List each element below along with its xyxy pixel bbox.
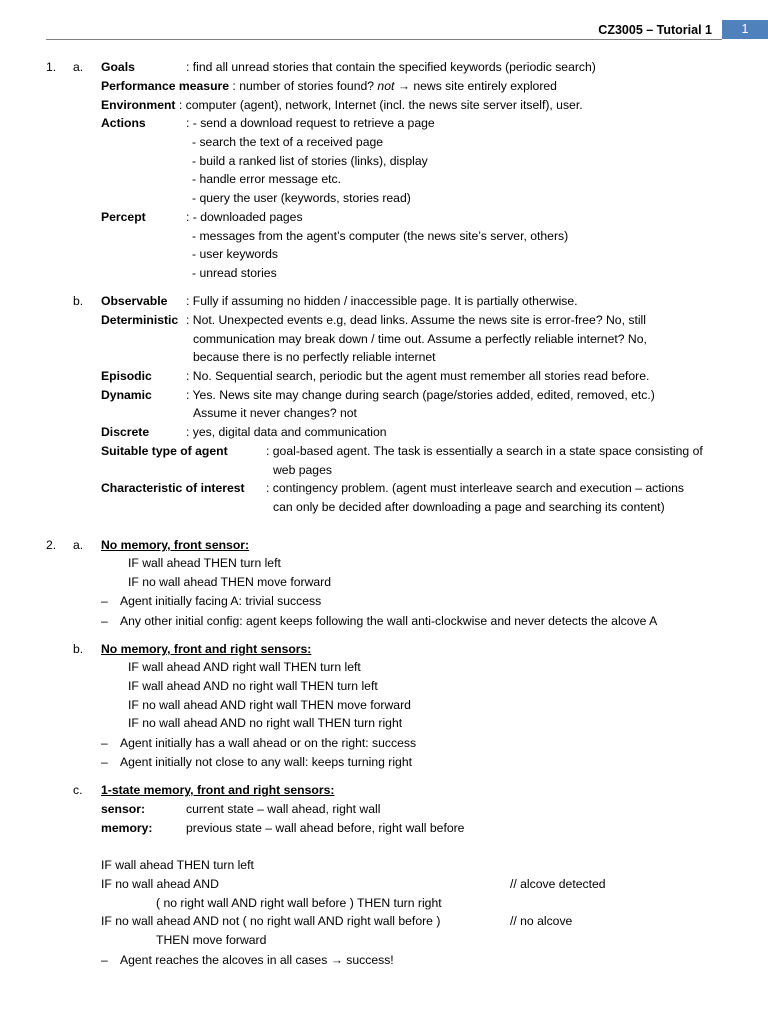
question-2a-letter: a. — [73, 538, 84, 552]
dynamic-text: Assume it never changes? not — [193, 406, 357, 420]
dynamic-label: Dynamic — [101, 388, 152, 402]
goals-label: Goals — [101, 60, 135, 74]
dynamic-text: : Yes. News site may change during search (page/stories added, edited, removed, etc.) — [186, 388, 655, 402]
characteristic-text: can only be decided after downloading a page and searching its content) — [273, 500, 665, 514]
performance-text-pre: : number of stories found? — [229, 79, 378, 93]
rule-line: IF no wall ahead AND not ( no right wall AND right wall before ) — [101, 914, 441, 928]
percept-item: - user keywords — [192, 247, 279, 261]
rule-line: IF no wall ahead THEN move forward — [128, 575, 331, 589]
deterministic-text: because there is no perfectly reliable internet — [193, 350, 436, 364]
rule-comment: // no alcove — [510, 914, 573, 928]
percept-label: Percept — [101, 210, 146, 224]
characteristic-label: Characteristic of interest — [101, 481, 245, 495]
observable-label: Observable — [101, 294, 168, 308]
bullet-dash: – — [101, 736, 108, 750]
question-1a-letter: a. — [73, 60, 84, 74]
rule-line: THEN move forward — [156, 933, 267, 947]
rule-line: IF wall ahead THEN turn left — [101, 858, 254, 872]
section-2a-heading: No memory, front sensor: — [101, 538, 250, 552]
actions-item: - search the text of a received page — [192, 135, 384, 149]
header-divider — [46, 39, 722, 40]
actions-item: : - send a download request to retrieve a page — [186, 116, 435, 130]
bullet-dash: – — [101, 953, 108, 967]
environment-text: : computer (agent), network, Internet (incl. the news site server itself), user. — [175, 98, 583, 112]
discrete-text: : yes, digital data and communication — [186, 425, 387, 439]
rule-line: IF wall ahead THEN turn left — [128, 556, 281, 570]
rule-line: IF no wall ahead AND no right wall THEN turn right — [128, 716, 403, 730]
actions-label: Actions — [101, 116, 146, 130]
question-2b-letter: b. — [73, 642, 84, 656]
deterministic-label: Deterministic — [101, 313, 179, 327]
suitable-agent-text: : goal-based agent. The task is essentially a search in a state space consisting of — [266, 444, 703, 458]
rule-comment: // alcove detected — [510, 877, 606, 891]
discrete-label: Discrete — [101, 425, 150, 439]
rule-line: IF wall ahead AND right wall THEN turn left — [128, 660, 361, 674]
episodic-label: Episodic — [101, 369, 152, 383]
section-2b-heading: No memory, front and right sensors: — [101, 642, 312, 656]
goals-text: : find all unread stories that contain the specified keywords (periodic search) — [186, 60, 596, 74]
question-2c-letter: c. — [73, 783, 83, 797]
bullet-dash: – — [101, 594, 108, 608]
percept-item: - messages from the agent’s computer (the news site’s server, others) — [192, 229, 569, 243]
section-2c-heading: 1-state memory, front and right sensors: — [101, 783, 335, 797]
rule-line: IF no wall ahead AND — [101, 877, 219, 891]
document-title: CZ3005 – Tutorial 1 — [598, 23, 712, 37]
performance-text-not: not — [377, 79, 395, 93]
environment-label: Environment — [101, 98, 176, 112]
bullet-text: Agent reaches the alcoves in all cases → success! — [120, 953, 394, 967]
page-number-badge: 1 — [722, 20, 768, 39]
rule-line: IF wall ahead AND no right wall THEN turn left — [128, 679, 378, 693]
question-1b-letter: b. — [73, 294, 84, 308]
performance-text-post: → news site entirely explored — [394, 79, 557, 93]
actions-item: - handle error message etc. — [192, 172, 342, 186]
suitable-agent-text: web pages — [273, 463, 332, 477]
episodic-text: : No. Sequential search, periodic but the agent must remember all stories read before. — [186, 369, 650, 383]
bullet-dash: – — [101, 614, 108, 628]
bullet-text: Agent initially has a wall ahead or on the right: success — [120, 736, 417, 750]
bullet-text: Agent initially facing A: trivial success — [120, 594, 322, 608]
deterministic-text: : Not. Unexpected events e.g, dead links. Assume the news site is error-free? No, still — [186, 313, 646, 327]
observable-text: : Fully if assuming no hidden / inaccessible page. It is partially otherwise. — [186, 294, 578, 308]
rule-line: ( no right wall AND right wall before ) THEN turn right — [156, 896, 442, 910]
percept-item: : - downloaded pages — [186, 210, 303, 224]
sensor-text: current state – wall ahead, right wall — [186, 802, 381, 816]
characteristic-text: : contingency problem. (agent must interleave search and execution – actions — [266, 481, 684, 495]
bullet-text: Agent initially not close to any wall: keeps turning right — [120, 755, 412, 769]
performance-measure-line — [101, 77, 557, 96]
question-1-number: 1. — [46, 60, 57, 74]
memory-text: previous state – wall ahead before, right wall before — [186, 821, 465, 835]
environment-line — [101, 96, 583, 115]
rule-line: IF no wall ahead AND right wall THEN move forward — [128, 698, 411, 712]
deterministic-text: communication may break down / time out. Assume a perfectly reliable internet? No, — [193, 332, 647, 346]
question-2-number: 2. — [46, 538, 57, 552]
actions-item: - query the user (keywords, stories read) — [192, 191, 411, 205]
suitable-agent-label: Suitable type of agent — [101, 444, 228, 458]
bullet-text: Any other initial config: agent keeps following the wall anti-clockwise and never detects the alcove A — [120, 614, 658, 628]
memory-label: memory: — [101, 821, 153, 835]
actions-item: - build a ranked list of stories (links), display — [192, 154, 428, 168]
sensor-label: sensor: — [101, 802, 146, 816]
percept-item: - unread stories — [192, 266, 277, 280]
bullet-dash: – — [101, 755, 108, 769]
performance-label: Performance measure — [101, 79, 230, 93]
